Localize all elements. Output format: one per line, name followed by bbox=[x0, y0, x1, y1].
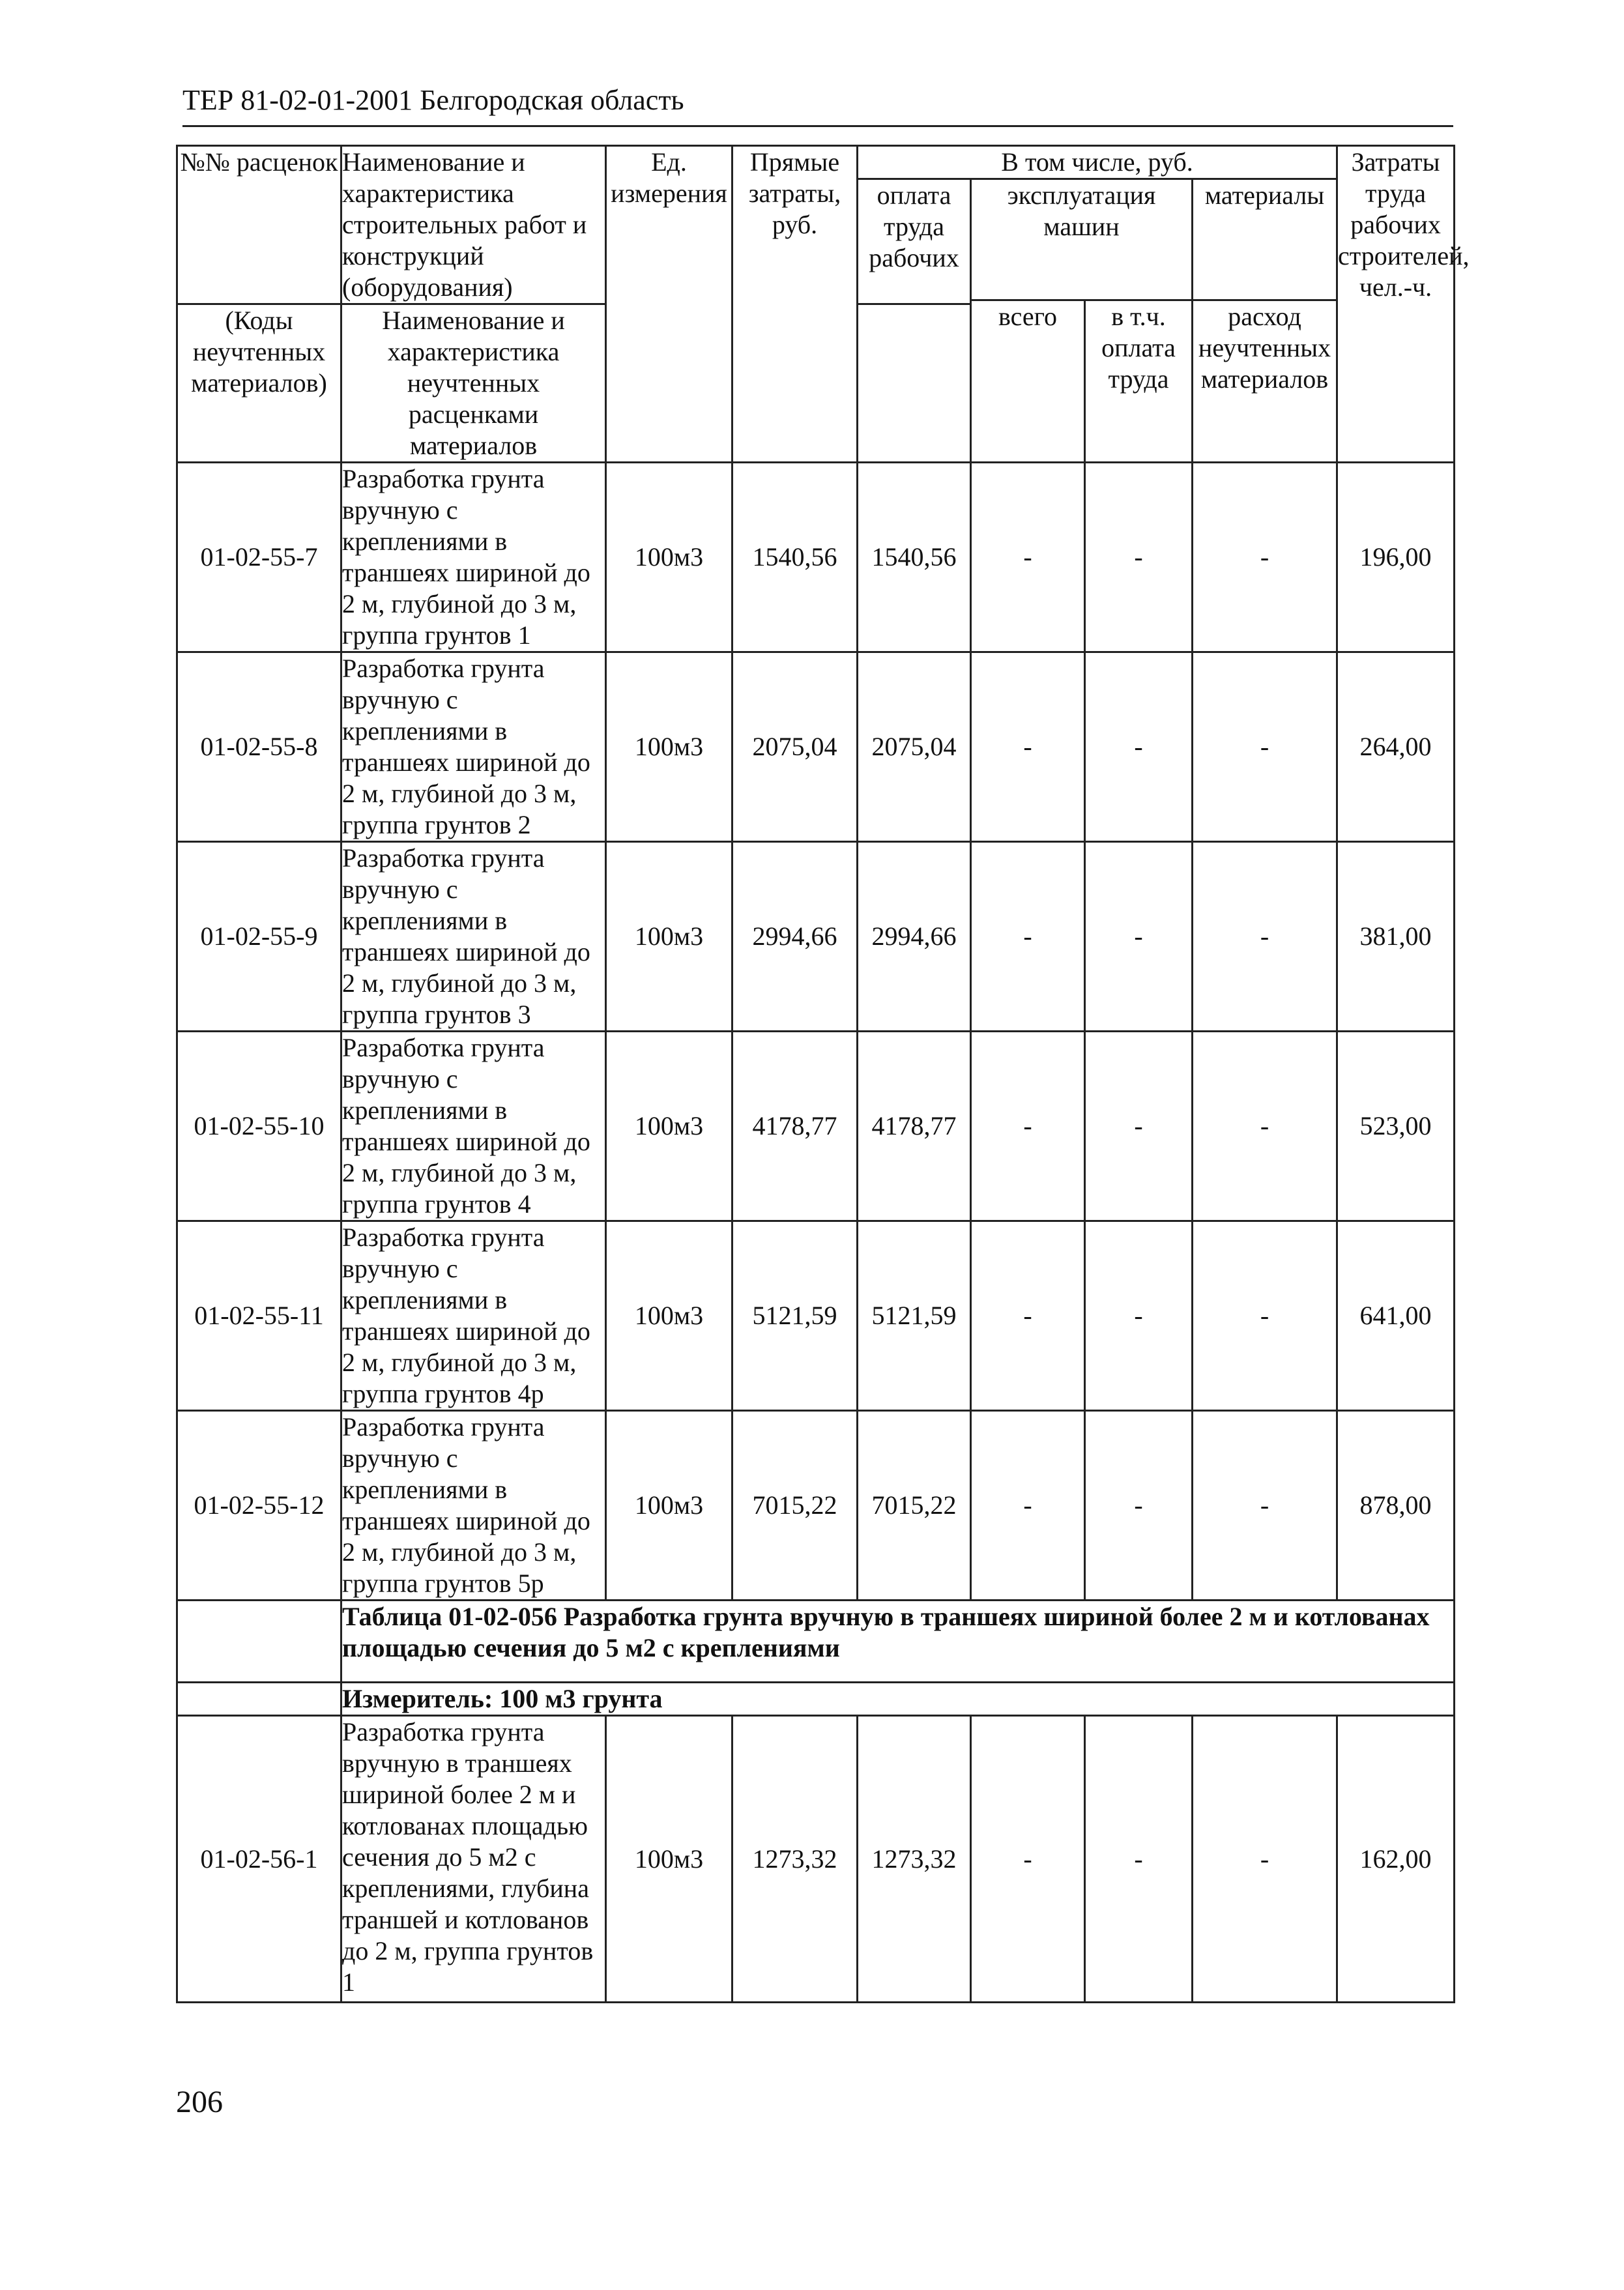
header-code: №№ расценок bbox=[177, 146, 341, 304]
row-labor: 641,00 bbox=[1337, 1221, 1455, 1411]
row-mach: - bbox=[971, 842, 1085, 1032]
section-meter-spacer bbox=[177, 1683, 341, 1716]
row-wage: 5121,59 bbox=[858, 1221, 971, 1411]
row-mach: - bbox=[971, 1716, 1085, 2003]
row-direct: 1540,56 bbox=[732, 463, 858, 652]
header-mat-sub: расход неучтенных материалов bbox=[1193, 300, 1337, 463]
row-unit: 100м3 bbox=[606, 1032, 732, 1221]
row-name: Разработка грунта вручную в траншеях шириной более 2 м и котлованах площадью сечения до 5 м2 с креплениями, глубина траншей и котлованов до 2 м, группа грунтов 1 bbox=[341, 1716, 606, 2003]
header-materials: материалы bbox=[1193, 179, 1337, 300]
row-name: Разработка грунта вручную с креплениями в траншеях шириной до 2 м, глубиной до 3 м, группа грунтов 1 bbox=[341, 463, 606, 652]
row-direct: 2994,66 bbox=[732, 842, 858, 1032]
row-mat: - bbox=[1193, 1032, 1337, 1221]
row-mach-wage: - bbox=[1085, 1411, 1193, 1601]
row-mach-wage: - bbox=[1085, 1221, 1193, 1411]
row-mach-wage: - bbox=[1085, 463, 1193, 652]
row-code: 01-02-55-12 bbox=[177, 1411, 341, 1601]
row-name: Разработка грунта вручную с креплениями в траншеях шириной до 2 м, глубиной до 3 м, группа грунтов 4р bbox=[341, 1221, 606, 1411]
row-code: 01-02-55-8 bbox=[177, 652, 341, 842]
row-mach: - bbox=[971, 1221, 1085, 1411]
rates-table bbox=[176, 145, 1470, 2003]
row-wage: 1273,32 bbox=[858, 1716, 971, 2003]
header-name-sub: Наименование и характеристика неучтенных расценками материалов bbox=[341, 304, 606, 463]
row-direct: 1273,32 bbox=[732, 1716, 858, 2003]
row-wage: 7015,22 bbox=[858, 1411, 971, 1601]
section-title-spacer bbox=[177, 1601, 341, 1683]
row-code: 01-02-55-7 bbox=[177, 463, 341, 652]
row-mach: - bbox=[971, 1032, 1085, 1221]
row-mat: - bbox=[1193, 463, 1337, 652]
header-wage: оплата труда рабочих bbox=[858, 179, 971, 304]
row-labor: 264,00 bbox=[1337, 652, 1455, 842]
row-wage: 2075,04 bbox=[858, 652, 971, 842]
row-wage: 2994,66 bbox=[858, 842, 971, 1032]
table-row bbox=[177, 463, 1455, 652]
row-direct: 7015,22 bbox=[732, 1411, 858, 1601]
row-unit: 100м3 bbox=[606, 463, 732, 652]
row-name: Разработка грунта вручную с креплениями в траншеях шириной до 2 м, глубиной до 3 м, группа грунтов 3 bbox=[341, 842, 606, 1032]
row-wage: 4178,77 bbox=[858, 1032, 971, 1221]
row-direct: 4178,77 bbox=[732, 1032, 858, 1221]
row-name: Разработка грунта вручную с креплениями в траншеях шириной до 2 м, глубиной до 3 м, группа грунтов 5р bbox=[341, 1411, 606, 1601]
row-mach: - bbox=[971, 1411, 1085, 1601]
row-unit: 100м3 bbox=[606, 842, 732, 1032]
table-row bbox=[177, 842, 1455, 1032]
header-mach-total: всего bbox=[971, 300, 1085, 463]
table-row bbox=[177, 1032, 1455, 1221]
header-machines: эксплуатация машин bbox=[971, 179, 1193, 300]
page-number: 206 bbox=[176, 2085, 223, 2119]
header-name: Наименование и характеристика строительных работ и конструкций (оборудования) bbox=[341, 146, 606, 304]
row-code: 01-02-56-1 bbox=[177, 1716, 341, 2003]
row-mat: - bbox=[1193, 652, 1337, 842]
row-mat: - bbox=[1193, 1411, 1337, 1601]
row-labor: 162,00 bbox=[1337, 1716, 1455, 2003]
header-code-sub: (Коды неучтенных материалов) bbox=[177, 304, 341, 463]
row-unit: 100м3 bbox=[606, 1716, 732, 2003]
row-code: 01-02-55-9 bbox=[177, 842, 341, 1032]
row-labor: 523,00 bbox=[1337, 1032, 1455, 1221]
header-unit: Ед. измерения bbox=[606, 146, 732, 463]
row-name: Разработка грунта вручную с креплениями в траншеях шириной до 2 м, глубиной до 3 м, группа грунтов 4 bbox=[341, 1032, 606, 1221]
row-labor: 196,00 bbox=[1337, 463, 1455, 652]
table-row bbox=[177, 1221, 1455, 1411]
section-meter: Измеритель: 100 м3 грунта bbox=[341, 1683, 1455, 1716]
row-name: Разработка грунта вручную с креплениями в траншеях шириной до 2 м, глубиной до 3 м, группа грунтов 2 bbox=[341, 652, 606, 842]
row-direct: 2075,04 bbox=[732, 652, 858, 842]
header-rule bbox=[182, 125, 1453, 127]
row-mach: - bbox=[971, 652, 1085, 842]
row-mat: - bbox=[1193, 1716, 1337, 2003]
header-incl: В том числе, руб. bbox=[858, 146, 1337, 179]
row-mach-wage: - bbox=[1085, 842, 1193, 1032]
header-direct: Прямые затраты, руб. bbox=[732, 146, 858, 463]
header-wage-cont bbox=[858, 304, 971, 463]
row-mach-wage: - bbox=[1085, 652, 1193, 842]
row-code: 01-02-55-11 bbox=[177, 1221, 341, 1411]
page-header: ТЕР 81-02-01-2001 Белгородская область bbox=[182, 84, 684, 116]
row-direct: 5121,59 bbox=[732, 1221, 858, 1411]
row-labor: 878,00 bbox=[1337, 1411, 1455, 1601]
row-mat: - bbox=[1193, 842, 1337, 1032]
table-row bbox=[177, 652, 1455, 842]
row-mach-wage: - bbox=[1085, 1716, 1193, 2003]
table-row bbox=[177, 1411, 1455, 1601]
row-labor: 381,00 bbox=[1337, 842, 1455, 1032]
row-unit: 100м3 bbox=[606, 1411, 732, 1601]
row-mach-wage: - bbox=[1085, 1032, 1193, 1221]
section-title: Таблица 01-02-056 Разработка грунта вручную в траншеях шириной более 2 м и котлованах площадью сечения до 5 м2 с креплениями bbox=[341, 1601, 1455, 1683]
row-wage: 1540,56 bbox=[858, 463, 971, 652]
header-labor: Затраты труда рабочих строителей, чел.-ч. bbox=[1337, 146, 1455, 463]
table-row bbox=[177, 1716, 1455, 2003]
row-mach: - bbox=[971, 463, 1085, 652]
row-unit: 100м3 bbox=[606, 652, 732, 842]
header-mach-wage: в т.ч. оплата труда bbox=[1085, 300, 1193, 463]
row-code: 01-02-55-10 bbox=[177, 1032, 341, 1221]
row-mat: - bbox=[1193, 1221, 1337, 1411]
row-unit: 100м3 bbox=[606, 1221, 732, 1411]
